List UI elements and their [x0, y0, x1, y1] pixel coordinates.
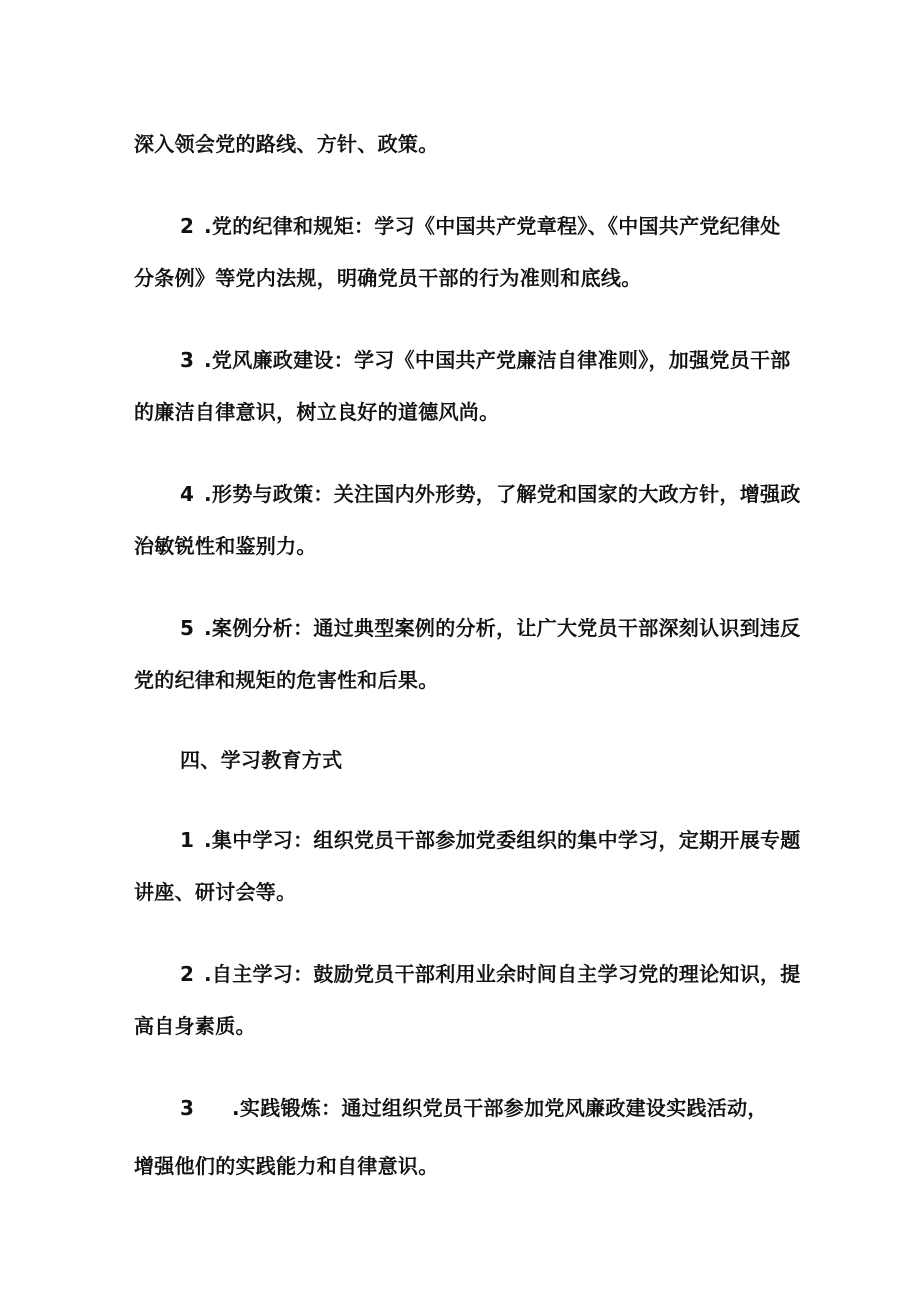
- list-item-number: 2: [180, 214, 195, 238]
- list-item-continuation: 分条例》等党内法规，明确党员干部的行为准则和底线。: [134, 266, 642, 290]
- list-item-line: [180, 346, 792, 374]
- list-item-text: .集中学习：组织党员干部参加党委组织的集中学习，定期开展专题: [204, 828, 801, 852]
- list-item-text: .形势与政策：关注国内外形势，了解党和国家的大政方针，增强政: [204, 482, 801, 506]
- list-item-continuation: 党的纪律和规矩的危害性和后果。: [134, 668, 439, 692]
- list-item-continuation: 增强他们的实践能力和自律意识。: [134, 1154, 439, 1178]
- list-item-continuation: 治敏锐性和鉴别力。: [134, 534, 317, 558]
- list-item-continuation: 高自身素质。: [134, 1014, 256, 1038]
- list-item-number: 1: [180, 828, 195, 852]
- list-item-line: [180, 960, 801, 988]
- list-item-line: [180, 1094, 792, 1122]
- section-heading: 四、学习教育方式: [180, 748, 343, 772]
- list-item-continuation: 讲座、研讨会等。: [134, 880, 297, 904]
- list-item-number: 2: [180, 962, 195, 986]
- list-item-line: [180, 212, 792, 240]
- list-item-number: 5: [180, 616, 195, 640]
- list-item-number: 4: [180, 482, 195, 506]
- list-item-line: [180, 480, 801, 508]
- list-item-number: 3: [180, 348, 195, 372]
- list-item-text: .党风廉政建设：学习《中国共产党廉洁自律准则》，加强党员干部: [204, 348, 791, 372]
- list-item-line: [180, 614, 801, 642]
- list-item-line: [180, 826, 801, 854]
- list-item-text: .实践锻炼：通过组织党员干部参加党风廉政建设实践活动，: [232, 1096, 768, 1120]
- list-item-text: .自主学习：鼓励党员干部利用业余时间自主学习党的理论知识，提: [204, 962, 801, 986]
- list-item-text: .党的纪律和规矩：学习《中国共产党章程》、《中国共产党纪律处: [204, 214, 781, 238]
- list-item-continuation: 的廉洁自律意识，树立良好的道德风尚。: [134, 400, 500, 424]
- list-item-text: .案例分析：通过典型案例的分析，让广大党员干部深刻认识到违反: [204, 616, 801, 640]
- list-item-number: 3: [180, 1096, 195, 1120]
- paragraph-line: 深入领会党的路线、方针、政策。: [134, 132, 439, 156]
